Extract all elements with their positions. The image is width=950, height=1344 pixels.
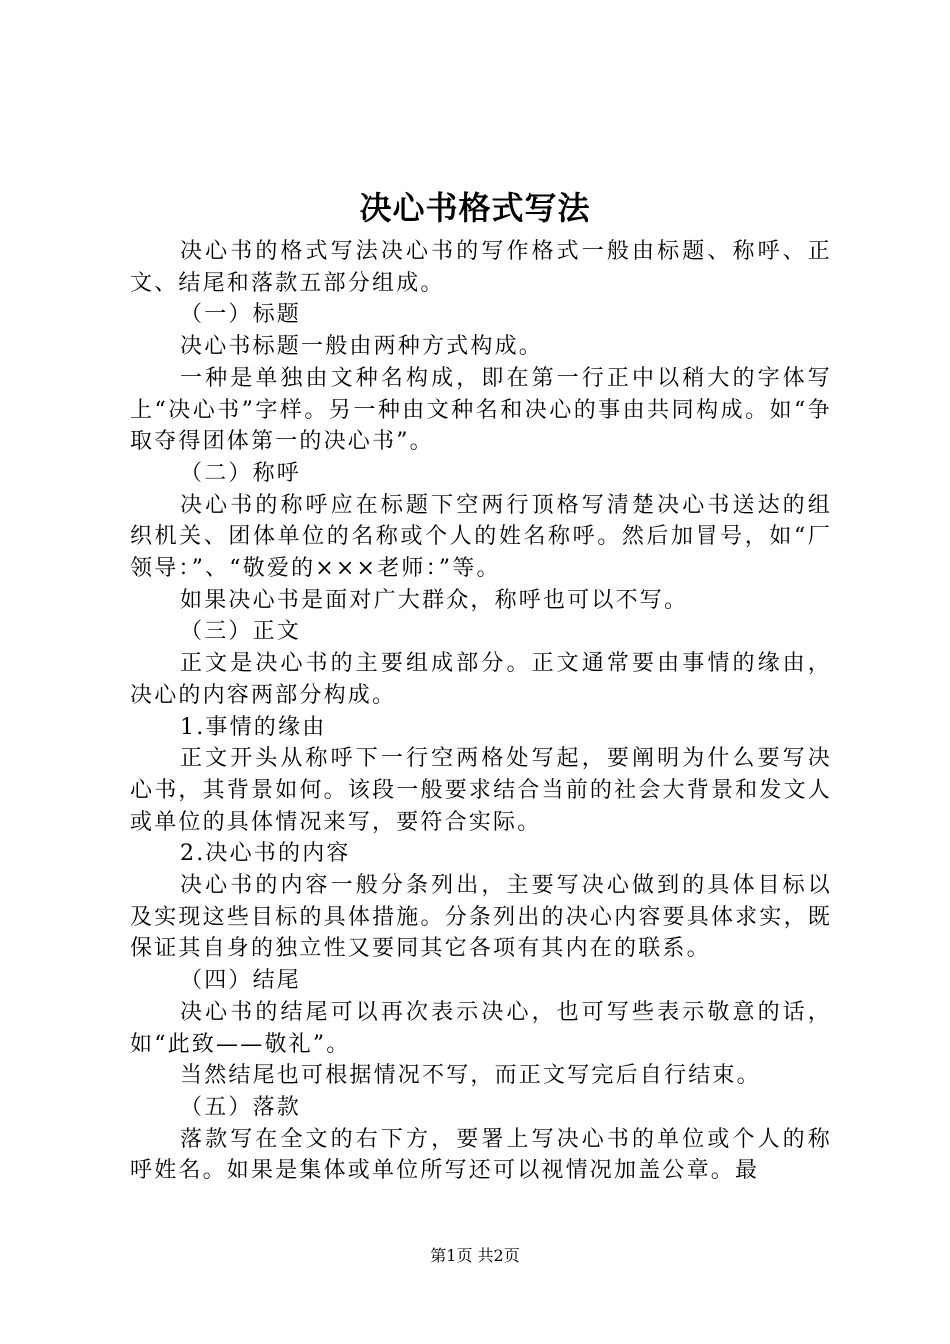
paragraph: 正文是决心书的主要组成部分。正文通常要由事情的缘由，决心的内容两部分构成。 bbox=[130, 651, 832, 708]
paragraph: 决心书的结尾可以再次表示决心，也可写些表示敬意的话，如“此致——敬礼”。 bbox=[130, 999, 832, 1057]
paragraph: 正文开头从称呼下一行空两格处写起，要阐明为什么要写决心书，其背景如何。该段一般要求结合当前的社会大背景和发文人或单位的具体情况来写，要符合实际。 bbox=[130, 746, 832, 835]
paragraph-intro: 决心书的格式写法决心书的写作格式一般由标题、称呼、正文、结尾和落款五部分组成。 bbox=[130, 239, 832, 296]
section-heading-salutation: （二）称呼 bbox=[180, 460, 302, 486]
subheading-reason: 1.事情的缘由 bbox=[180, 714, 327, 740]
paragraph: 当然结尾也可根据情况不写，而正文写完后自行结束。 bbox=[180, 1063, 761, 1089]
paragraph: 决心书标题一般由两种方式构成。 bbox=[180, 334, 544, 360]
section-heading-title: （一）标题 bbox=[180, 302, 302, 328]
subheading-content: 2.决心书的内容 bbox=[180, 841, 351, 867]
paragraph: 决心书的内容一般分条列出，主要写决心做到的具体目标以及实现这些目标的具体措施。分条列出的决心内容要具体求实，既保证其自身的独立性又要同其它各项有其内在的联系。 bbox=[130, 873, 832, 962]
section-heading-ending: （四）结尾 bbox=[180, 968, 302, 994]
paragraph: 一种是单独由文种名构成，即在第一行正中以稍大的字体写上“决心书”字样。另一种由文种名和决心的事由共同构成。如“争取夺得团体第一的决心书”。 bbox=[130, 365, 832, 455]
section-heading-body: （三）正文 bbox=[180, 619, 302, 645]
page-number-footer: 第1页 共2页 bbox=[430, 1246, 520, 1265]
paragraph: 决心书的称呼应在标题下空两行顶格写清楚决心书送达的组织机关、团体单位的名称或个人的姓名称呼。然后加冒号，如“厂领导：”、“敬爱的×××老师：”等。 bbox=[130, 492, 832, 582]
document-body bbox=[130, 236, 832, 1187]
paragraph: 如果决心书是面对广大群众，称呼也可以不写。 bbox=[180, 587, 689, 613]
paragraph: 落款写在全文的右下方，要署上写决心书的单位或个人的称呼姓名。如果是集体或单位所写还可以视情况加盖公章。最 bbox=[130, 1126, 832, 1184]
section-heading-signature: （五）落款 bbox=[180, 1094, 302, 1120]
document-title: 决心书格式写法 bbox=[359, 189, 591, 227]
